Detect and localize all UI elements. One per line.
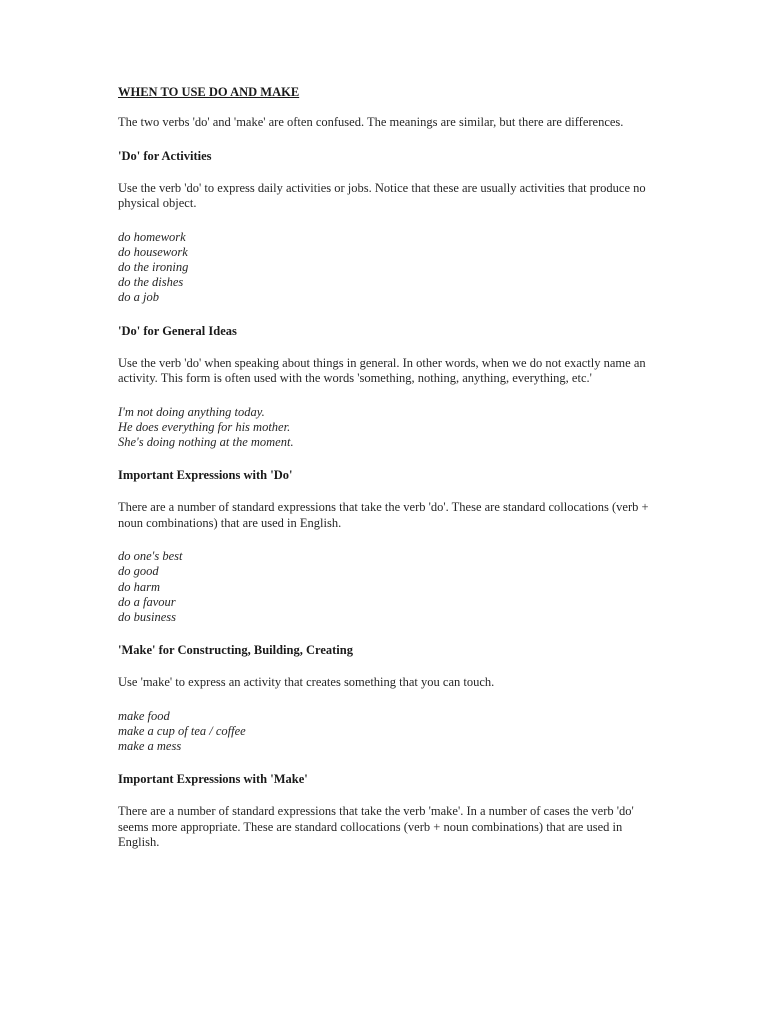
document-title: WHEN TO USE DO AND MAKE [118, 85, 300, 99]
example-list [118, 549, 658, 625]
section-heading: 'Make' for Constructing, Building, Creating [118, 643, 353, 658]
section-do-expressions [118, 467, 658, 625]
section-make-constructing [118, 642, 658, 754]
example-item: do housework [118, 244, 188, 259]
example-list [118, 709, 658, 755]
example-item: make a cup of tea / coffee [118, 723, 246, 738]
section-paragraph: There are a number of standard expressions that take the verb 'make'. In a number of cases the verb 'do' seems more appropriate. These are standard collocations (verb + noun combinations) that are used in English. [118, 804, 634, 850]
example-item: do one's best [118, 549, 183, 564]
example-item: do good [118, 564, 159, 579]
section-do-activities [118, 148, 658, 306]
example-item: do a job [118, 290, 159, 305]
example-item: do homework [118, 229, 186, 244]
example-item: do harm [118, 579, 161, 594]
section-heading: 'Do' for General Ideas [118, 323, 237, 338]
section-paragraph: Use the verb 'do' to express daily activities or jobs. Notice that these are usually activities that produce no physical object. [118, 180, 646, 210]
intro-paragraph: The two verbs 'do' and 'make' are often confused. The meanings are similar, but there are differences. [118, 115, 624, 129]
section-paragraph: There are a number of standard expressions that take the verb 'do'. These are standard collocations (verb + noun combinations) that are used in English. [118, 500, 649, 530]
section-paragraph: Use the verb 'do' when speaking about things in general. In other words, when we do not exactly name an activity. This form is often used with the words 'something, nothing, anything, everything, etc.' [118, 355, 646, 386]
example-item: He does everything for his mother. [118, 419, 291, 434]
section-paragraph: Use 'make' to express an activity that creates something that you can touch. [118, 675, 495, 690]
section-do-general-ideas [118, 323, 658, 451]
section-make-expressions [118, 771, 658, 851]
section-heading: Important Expressions with 'Make' [118, 772, 308, 787]
example-list [118, 230, 658, 306]
example-item: do business [118, 609, 176, 624]
example-item: I'm not doing anything today. [118, 404, 265, 419]
example-list [118, 405, 658, 451]
example-item: do a favour [118, 594, 176, 609]
example-item: make a mess [118, 739, 182, 754]
section-heading: Important Expressions with 'Do' [118, 468, 293, 483]
example-item: She's doing nothing at the moment. [118, 434, 294, 449]
example-item: do the ironing [118, 259, 189, 274]
document-page [118, 84, 658, 851]
section-heading: 'Do' for Activities [118, 148, 212, 163]
example-item: do the dishes [118, 275, 184, 290]
example-item: make food [118, 708, 170, 723]
